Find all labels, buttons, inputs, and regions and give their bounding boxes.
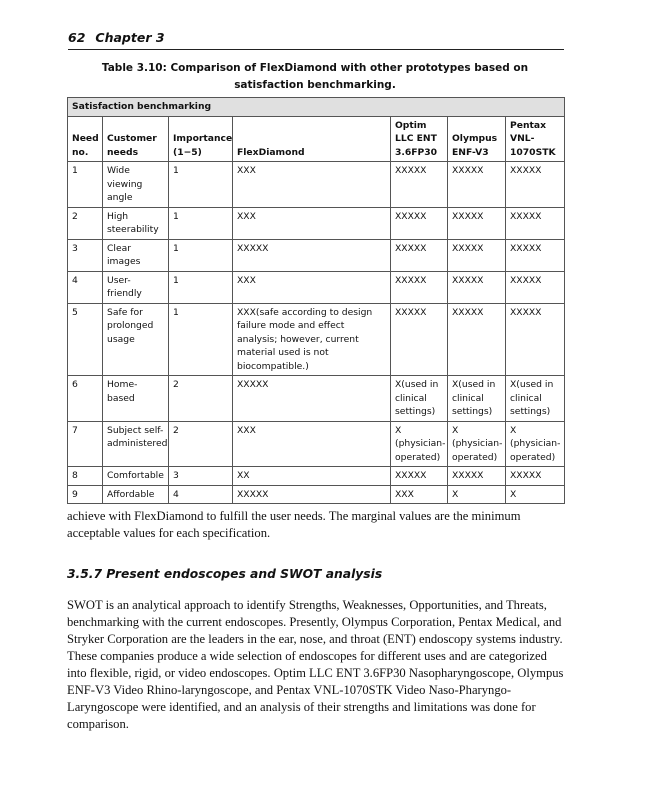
table-row xyxy=(68,467,565,486)
table-cell: X (physician-operated) xyxy=(506,421,565,467)
table-cell: XXXXX xyxy=(448,207,506,239)
table-banner: Satisfaction benchmarking xyxy=(68,98,565,117)
table-row xyxy=(68,485,565,504)
table-cell: XXX xyxy=(233,421,391,467)
table-cell: XXX xyxy=(233,207,391,239)
table-cell: XXXXX xyxy=(448,467,506,486)
table-banner-row xyxy=(68,98,565,117)
table-cell: 2 xyxy=(68,207,103,239)
table-cell: Home-based xyxy=(103,376,169,422)
table-cell: XXXXX xyxy=(506,303,565,376)
column-header: Optim LLC ENT 3.6FP30 xyxy=(391,116,448,162)
table-cell: XXX xyxy=(391,485,448,504)
table-row xyxy=(68,207,565,239)
table-cell: X(used in clinical settings) xyxy=(448,376,506,422)
table-cell: XXXXX xyxy=(448,239,506,271)
table-cell: XXXXX xyxy=(391,239,448,271)
table-cell: X(used in clinical settings) xyxy=(506,376,565,422)
table-cell: Clear images xyxy=(103,239,169,271)
table-cell: 7 xyxy=(68,421,103,467)
column-header: Customer needs xyxy=(103,116,169,162)
table-cell: XXXXX xyxy=(391,207,448,239)
table-cell: XXXXX xyxy=(506,162,565,208)
table-cell: Wide viewing angle xyxy=(103,162,169,208)
table-row xyxy=(68,376,565,422)
table-cell: XXXXX xyxy=(506,239,565,271)
table-cell: X xyxy=(448,485,506,504)
table-cell: XXXXX xyxy=(391,162,448,208)
table-cell: 3 xyxy=(169,467,233,486)
column-header: FlexDiamond xyxy=(233,116,391,162)
table-row xyxy=(68,162,565,208)
table-row xyxy=(68,303,565,376)
table-cell: 1 xyxy=(169,239,233,271)
table-cell: Comfortable xyxy=(103,467,169,486)
table-cell: XXXXX xyxy=(391,303,448,376)
table-cell: XXXXX xyxy=(506,207,565,239)
table-body xyxy=(68,162,565,504)
table-cell: 1 xyxy=(169,303,233,376)
paragraph-swot: SWOT is an analytical approach to identify Strengths, Weaknesses, Opportunities, and Threats, benchmarking with the current endoscopes. Presently, Olympus Corporation, Pentax Medical, and Stryker Corporation are the leaders in the ear, nose, and throat (ENT) endoscopy systems industry. These companies produce a wide selection of endoscopes for different uses and are categorized into flexible, rigid, or video endoscopes. Optim LLC ENT 3.6FP30 Nasopharyngoscope, Olympus ENF-V3 Video Rhino-laryngoscope, and Pentax VNL-1070STK Video Naso-Pharyngo-Laryngoscope were identified, and an analysis of their strengths and limitations was done for comparison. xyxy=(67,598,564,731)
table-cell: XXXXX xyxy=(391,271,448,303)
table-cell: 2 xyxy=(169,376,233,422)
table-cell: 8 xyxy=(68,467,103,486)
table-cell: XXXXX xyxy=(448,162,506,208)
table-cell: XXXXX xyxy=(506,467,565,486)
table-cell: 3 xyxy=(68,239,103,271)
table-caption: Table 3.10: Comparison of FlexDiamond with other prototypes based on satisfaction benchmarking. xyxy=(101,62,529,91)
section-heading: 3.5.7 Present endoscopes and SWOT analysis xyxy=(67,567,383,581)
chapter-title: Chapter 3 xyxy=(95,30,165,45)
table-cell: High steerability xyxy=(103,207,169,239)
table-cell: 6 xyxy=(68,376,103,422)
table-cell: X (physician-operated) xyxy=(391,421,448,467)
table-cell: XXX xyxy=(233,162,391,208)
table-cell: 2 xyxy=(169,421,233,467)
table-cell: Affordable xyxy=(103,485,169,504)
page-number: 62 xyxy=(68,30,86,45)
table-header-row xyxy=(68,116,565,162)
table-row xyxy=(68,239,565,271)
table-cell: 1 xyxy=(169,162,233,208)
table-cell: 1 xyxy=(169,271,233,303)
table-cell: 1 xyxy=(169,207,233,239)
table-cell: XXX xyxy=(233,271,391,303)
table-cell: User-friendly xyxy=(103,271,169,303)
table-cell: X xyxy=(506,485,565,504)
table-cell: XXXXX xyxy=(448,271,506,303)
table-cell: 9 xyxy=(68,485,103,504)
table-cell: XXX(safe according to design failure mode and effect analysis; however, current material used is not biocompatible.) xyxy=(233,303,391,376)
table-cell: XXXXX xyxy=(233,485,391,504)
paragraph-continuation: achieve with FlexDiamond to fulfill the user needs. The marginal values are the minimum acceptable values for each specification. xyxy=(67,509,521,540)
table-cell: XXXXX xyxy=(233,376,391,422)
table-cell: XX xyxy=(233,467,391,486)
table-cell: Subject self-administered xyxy=(103,421,169,467)
table-cell: X(used in clinical settings) xyxy=(391,376,448,422)
running-header xyxy=(68,30,564,50)
column-header: Need no. xyxy=(68,116,103,162)
table-cell: X (physician-operated) xyxy=(448,421,506,467)
benchmark-table xyxy=(67,97,565,504)
table-cell: 1 xyxy=(68,162,103,208)
table-row xyxy=(68,271,565,303)
table-cell: Safe for prolonged usage xyxy=(103,303,169,376)
table-cell: 5 xyxy=(68,303,103,376)
table-cell: XXXXX xyxy=(233,239,391,271)
table-row xyxy=(68,421,565,467)
column-header: Olympus ENF-V3 xyxy=(448,116,506,162)
table-cell: 4 xyxy=(169,485,233,504)
table-cell: XXXXX xyxy=(391,467,448,486)
table-cell: XXXXX xyxy=(506,271,565,303)
column-header: Importance (1−5) xyxy=(169,116,233,162)
table-cell: XXXXX xyxy=(448,303,506,376)
table-cell: 4 xyxy=(68,271,103,303)
column-header: Pentax VNL-1070STK xyxy=(506,116,565,162)
